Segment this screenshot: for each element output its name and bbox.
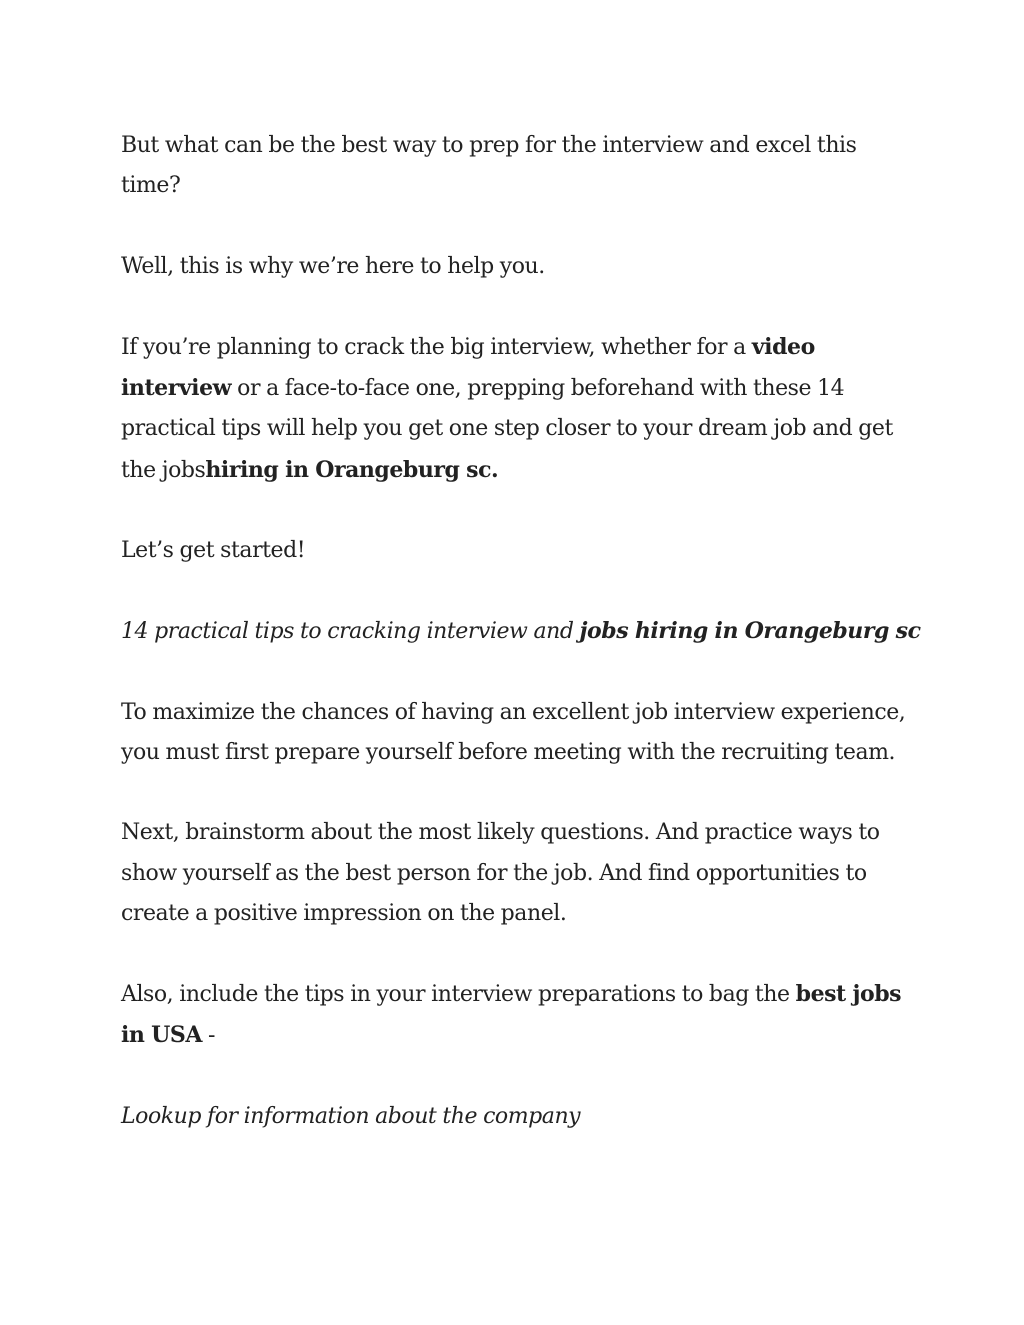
paragraph-text: But what can be the best way to prep for the interview and excel this time?	[121, 133, 857, 199]
paragraph-get-started	[121, 531, 921, 571]
bold-best-jobs-usa: best jobs in USA	[121, 981, 902, 1049]
paragraph-text: Let’s get started!	[121, 537, 306, 563]
paragraph-text: Also, include the tips in your interview preparations to bag the	[121, 982, 796, 1008]
paragraph-text: If you’re planning to crack the big interview, whether for a	[121, 334, 752, 360]
bold-hiring-orangeburg: hiring in Orangeburg sc.	[205, 456, 499, 483]
paragraph-text: Well, this is why we’re here to help you.	[121, 253, 545, 279]
paragraph-brainstorm	[121, 813, 921, 934]
paragraph-intro-question	[121, 126, 921, 206]
paragraph-planning	[121, 327, 921, 491]
paragraph-maximize	[121, 693, 921, 773]
heading-italic-text: 14 practical tips to cracking interview and	[121, 619, 580, 645]
document-body	[121, 126, 921, 1137]
subheading-lookup-company	[121, 1097, 921, 1137]
paragraph-also-include	[121, 974, 921, 1056]
paragraph-text: Next, brainstorm about the most likely questions. And practice ways to show yourself as the best person for the job. And find opportunities to create a positive impression on the panel.	[121, 820, 880, 926]
subheading-italic-text: Lookup for information about the company	[121, 1103, 581, 1129]
heading-bold-italic-text: jobs hiring in Orangeburg sc	[579, 618, 921, 645]
paragraph-help	[121, 247, 921, 287]
bold-video-interview: video interview	[121, 333, 815, 402]
paragraph-text: To maximize the chances of having an excellent job interview experience, you must first prepare yourself before meeting with the recruiting team.	[121, 699, 906, 765]
paragraph-text: or a face-to-face one, prepping beforehand with these 14 practical tips will help you get one step closer to your dream job and get the jobs	[121, 376, 893, 483]
paragraph-text: -	[201, 1023, 215, 1049]
section-heading-tips	[121, 611, 921, 652]
